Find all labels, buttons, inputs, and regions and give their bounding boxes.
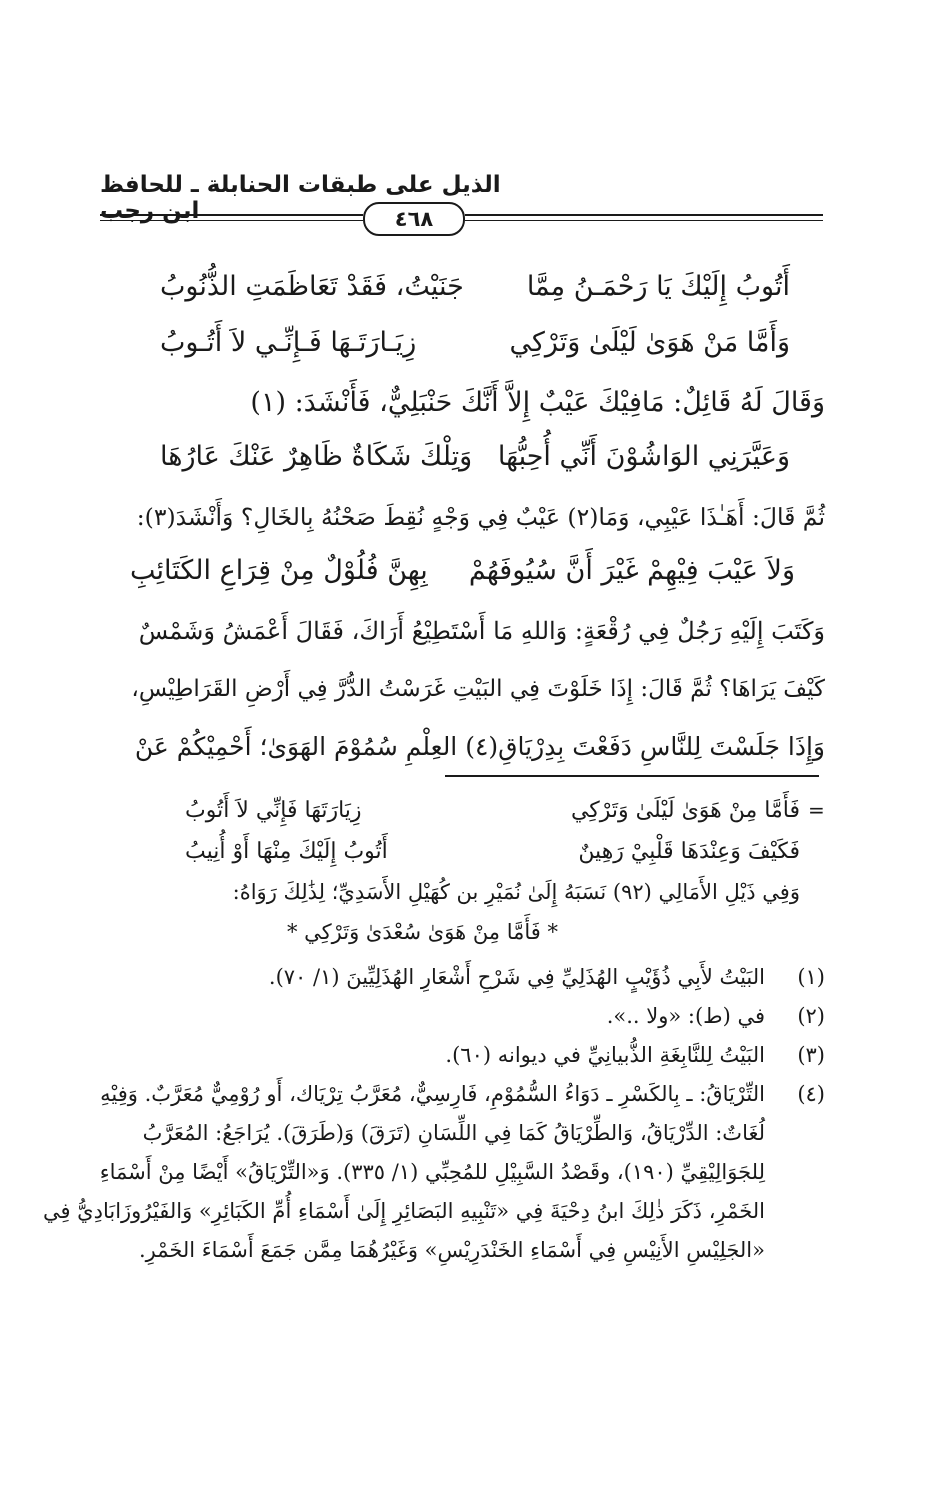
verse-1 — [130, 262, 825, 318]
footnote-3-text: البَيْتُ لِلنَّابِغَةِ الذُّبيانِيِّ في ديوانه (٦٠). — [445, 1043, 765, 1067]
verse-4-second-hemistich: بِهِنَّ فُلُوْلٌ مِنْ قِرَاعِ الكَتَائِبِ — [130, 555, 428, 586]
footnote-4 — [42, 1075, 825, 1270]
verse-3-first-hemistich: وَعَيَّرَنِي الوَاشُوْنَ أَنِّي أُحِبُّهَا — [497, 441, 790, 472]
footnote-verse-1-second-hemistich: زِيَارَتَهَا فَإِنِّي لاَ أَتُوبُ — [185, 798, 362, 823]
footnote-1-text: البَيْتُ لأَبِي ذُؤَيْبٍ الهُذَلِيِّ فِي شَرْحِ أَشْعَارِ الهُذَلِيِّينَ (١/ ٧٠). — [268, 965, 765, 989]
footnote-verse-2-first-hemistich: فَكَيْفَ وَعِنْدَهَا قَلْبِيْ رَهِينٌ — [578, 839, 800, 864]
prose-line-3: وَكَتَبَ إِلَيْهِ رَجُلٌ فِي رُقْعَةٍ: وَاللهِ مَا أَسْتَطِيْعُ أَرَاكَ، فَقَالَ أَعْمَشُ وَشَمْسٌ — [138, 617, 825, 645]
running-header-title: الذيل على طبقات الحنابلة ـ للحافظ ابن رجب — [100, 172, 501, 224]
footnotes — [42, 790, 825, 1270]
verse-4 — [130, 546, 825, 602]
header-rule-right-thin — [465, 220, 823, 221]
header-rule-left — [100, 214, 363, 216]
footnote-note-line: وَفِي ذَيْلِ الأَمَالِي (٩٢) نَسَبَهُ إِلَىٰ نُمَيْرِ بن كُهَيْلِ الأَسَدِيِّ؛ لِذَٰلِكَ رَوَاهُ: — [232, 880, 800, 904]
footnote-2-number: (٢) — [797, 1004, 825, 1028]
prose-line-4: كَيْفَ يَرَاهَا؟ ثُمَّ قَالَ: إِذَا خَلَوْتَ فِي البَيْتِ غَرَسْتُ الدُّرَّ فِي أَرْضِ القَرَاطِيْسِ، — [131, 676, 825, 702]
footnote-4-line-3: لِلجَوَالِيْقِيِّ (١٩٠)، وقَصْدُ السَّبِيْلِ للمُحِبِّي (١/ ٣٣٥). وَ«التِّرْيَاقُ» أَيْضًا مِنْ أَسْمَاءِ — [99, 1160, 765, 1184]
footnote-4-line-1: التِّرْيَاقُ: ـ بِالكَسْرِ ـ دَوَاءُ السُّمُوْمِ، فَارِسِيٌّ، مُعَرَّبُ تِرْيَاك، أَو رُوْمِيٌّ مُعَرَّبٌ. وَفِيْهِ — [100, 1082, 765, 1106]
footnote-2-text: في (ط): «ولا ..». — [606, 1004, 765, 1028]
footnote-1 — [100, 958, 825, 997]
footnote-continuation-marker: = — [808, 798, 825, 822]
prose-line-2: ثُمَّ قَالَ: أَهَـٰذَا عَيْبِي، وَمَا(٢) عَيْبٌ فِي وَجْهٍ نُقِطَ صَحْنُهُ بِالخَالِ؟ وَأَنْشَدَ(٣): — [136, 503, 825, 531]
prose-line-5: وَإِذَا جَلَسْتَ لِلنَّاسِ دَفَعْتَ بِدِرْيَاقِ(٤) العِلْمِ سُمُوْمَ الهَوَىٰ؛ أَحْمِيْكُمْ عَنْ — [134, 732, 825, 761]
footnote-4-line-4: الخَمْرِ، ذَكَرَ ذٰلِكَ ابنُ دِحْيَةَ فِي «تَنْبِيهِ البَصَائِرِ إِلَىٰ أَسْمَاءِ أُمِّ الكَبَائِرِ» وَالفَيْرُوزَابَادِيُّ فِي — [42, 1199, 765, 1223]
footnote-separator — [445, 775, 819, 777]
footnote-1-number: (١) — [797, 965, 825, 989]
footnote-verse-1 — [100, 790, 825, 831]
verse-2 — [130, 318, 825, 374]
verse-2-second-hemistich: زِيَـارَتَـهَا فَـإِنِّـي لاَ أَتُـوبُ — [160, 327, 417, 358]
verse-1-first-hemistich: أَتُوبُ إِلَيْكَ يَا رَحْمَـنُ مِمَّا — [526, 271, 790, 302]
footnote-verse-1-first-hemistich: فَأَمَّا مِنْ هَوَىٰ لَيْلَىٰ وَتَرْكِي — [570, 798, 800, 823]
footnote-3 — [100, 1036, 825, 1075]
footnote-4-line-2: لُغَاتٌ: الدِّرْيَاقُ، وَالطِّرْيَاقُ كَمَا فِي اللِّسَانِ (تَرَقَ) وَ(طَرَقَ). يُرَاجَعُ: المُعَرَّبُ — [142, 1121, 765, 1145]
verse-4-first-hemistich: وَلاَ عَيْبَ فِيْهِمْ غَيْرَ أَنَّ سُيُوفَهُمْ — [468, 555, 795, 586]
footnote-4-number: (٤) — [797, 1082, 825, 1106]
footnote-quoted-verse: * فَأَمَّا مِنْ هَوَىٰ سُعْدَىٰ وَتَرْكِي * — [287, 920, 558, 944]
header-rule-right — [465, 214, 823, 216]
footnote-verse-2 — [100, 831, 825, 872]
verse-2-first-hemistich: وَأَمَّا مَنْ هَوَىٰ لَيْلَىٰ وَتَرْكِي — [509, 327, 790, 358]
page-number: ٤٦٨ — [363, 202, 465, 236]
verse-1-second-hemistich: جَنَيْتُ، فَقَدْ تَعَاظَمَتِ الذُّنُوبُ — [160, 271, 464, 302]
header-rule-left-thin — [100, 220, 363, 221]
verse-3-second-hemistich: وَتِلْكَ شَكَاةٌ ظَاهِرٌ عَنْكَ عَارُهَا — [160, 441, 473, 472]
verse-3 — [130, 432, 825, 488]
prose-line-1: وَقَالَ لَهُ قَائِلٌ: مَافِيْكَ عَيْبٌ إِلاَّ أَنَّكَ حَنْبَلِيٌّ، فَأَنْشَدَ: (١) — [250, 387, 825, 418]
main-text — [130, 262, 825, 776]
footnote-2 — [100, 997, 825, 1036]
footnote-verse-2-second-hemistich: أَتُوبُ إِلَيْكَ مِنْهَا أَوْ أُنِيبُ — [185, 839, 388, 864]
footnote-4-text — [43, 1075, 765, 1270]
footnote-3-number: (٣) — [797, 1043, 825, 1067]
footnote-4-line-5: «الجَلِيْسِ الأَنِيْسِ فِي أَسْمَاءِ الخَنْدَرِيْسِ» وَغَيْرُهُمَا مِمَّن جَمَعَ أَسْمَاءَ الخَمْرِ. — [138, 1238, 765, 1262]
